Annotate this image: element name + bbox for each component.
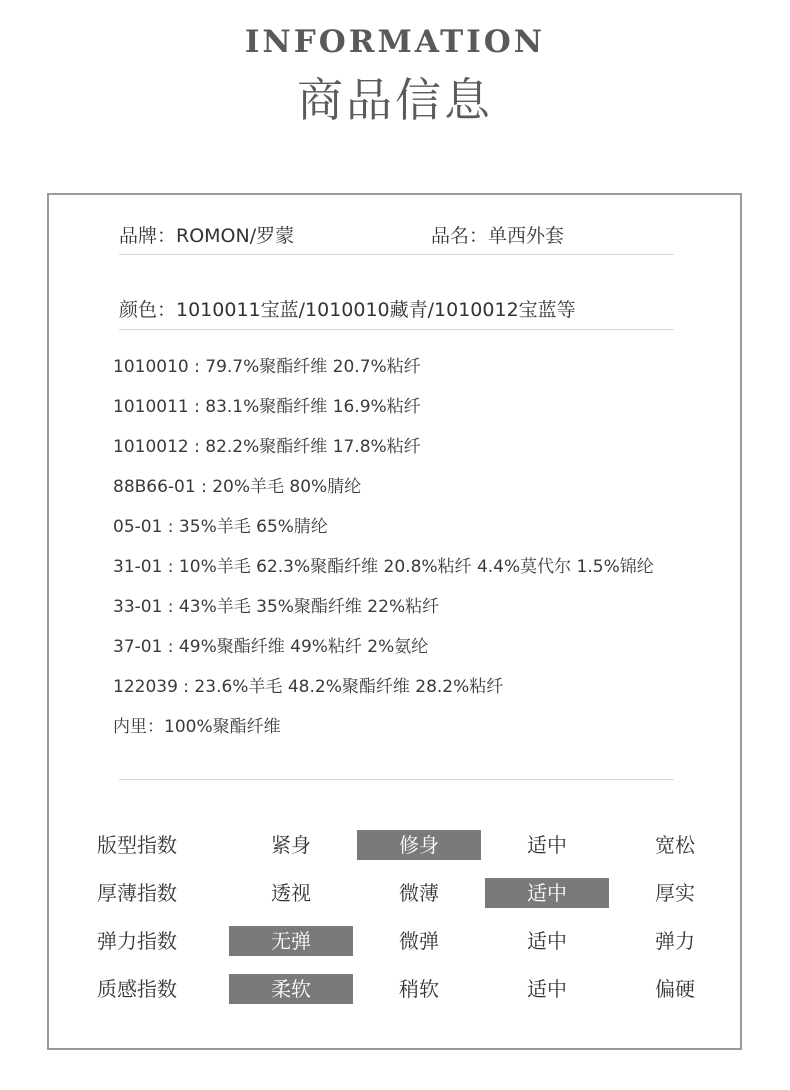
- texture-option-stiff: 偏硬: [655, 977, 695, 1001]
- title-english: INFORMATION: [244, 24, 546, 60]
- texture-option-soft-selected: 柔软: [229, 974, 353, 1004]
- composition-item: 1010010 : 79.7%聚酯纤维 20.7%粘纤: [113, 357, 421, 377]
- composition-item: 31-01 : 10%羊毛 62.3%聚酯纤维 20.8%粘纤 4.4%莫代尔 1.5%锦纶: [113, 557, 654, 577]
- elasticity-index-label: 弹力指数: [97, 929, 177, 953]
- texture-index-label: 质感指数: [97, 977, 177, 1001]
- fit-option-slim-selected: 修身: [357, 830, 481, 860]
- thickness-index-row: [49, 873, 744, 921]
- composition-item: 37-01 : 49%聚酯纤维 49%粘纤 2%氨纶: [113, 637, 429, 657]
- fit-option-loose: 宽松: [655, 833, 695, 857]
- thickness-option-medium-selected: 适中: [485, 878, 609, 908]
- fit-index-row: [49, 825, 744, 873]
- composition-item: 88B66-01 : 20%羊毛 80%腈纶: [113, 477, 362, 497]
- composition-list: [113, 347, 733, 747]
- info-card: [47, 193, 742, 1050]
- divider-1: [119, 254, 674, 255]
- elasticity-option-medium: 适中: [527, 929, 567, 953]
- elasticity-index-row: [49, 921, 744, 969]
- texture-option-medium: 适中: [527, 977, 567, 1001]
- elasticity-option-none-selected: 无弹: [229, 926, 353, 956]
- thickness-index-label: 厚薄指数: [97, 881, 177, 905]
- thickness-option-thick: 厚实: [655, 881, 695, 905]
- divider-2: [119, 329, 674, 330]
- texture-option-slightly-soft: 稍软: [399, 977, 439, 1001]
- composition-item: 33-01 : 43%羊毛 35%聚酯纤维 22%粘纤: [113, 597, 440, 617]
- fit-option-tight: 紧身: [271, 833, 311, 857]
- composition-item: 122039 : 23.6%羊毛 48.2%聚酯纤维 28.2%粘纤: [113, 677, 504, 697]
- elasticity-option-stretch: 弹力: [655, 929, 695, 953]
- lining-item: 内里：100%聚酯纤维: [113, 717, 281, 737]
- composition-item: 1010011 : 83.1%聚酯纤维 16.9%粘纤: [113, 397, 421, 417]
- index-grid: [49, 825, 744, 1017]
- brand-field: 品牌：ROMON/罗蒙: [119, 225, 295, 247]
- elasticity-option-slight: 微弹: [399, 929, 439, 953]
- product-name-field: 品名：单西外套: [431, 225, 565, 247]
- composition-item: 05-01 : 35%羊毛 65%腈纶: [113, 517, 328, 537]
- thickness-option-thin: 微薄: [399, 881, 439, 905]
- fit-index-label: 版型指数: [97, 833, 177, 857]
- texture-index-row: [49, 969, 744, 1017]
- fit-option-regular: 适中: [527, 833, 567, 857]
- color-field: 颜色：1010011宝蓝/1010010藏青/1010012宝蓝等: [119, 299, 576, 321]
- divider-3: [119, 779, 674, 780]
- thickness-option-sheer: 透视: [271, 881, 311, 905]
- title-chinese: 商品信息: [297, 73, 493, 127]
- composition-item: 1010012 : 82.2%聚酯纤维 17.8%粘纤: [113, 437, 421, 457]
